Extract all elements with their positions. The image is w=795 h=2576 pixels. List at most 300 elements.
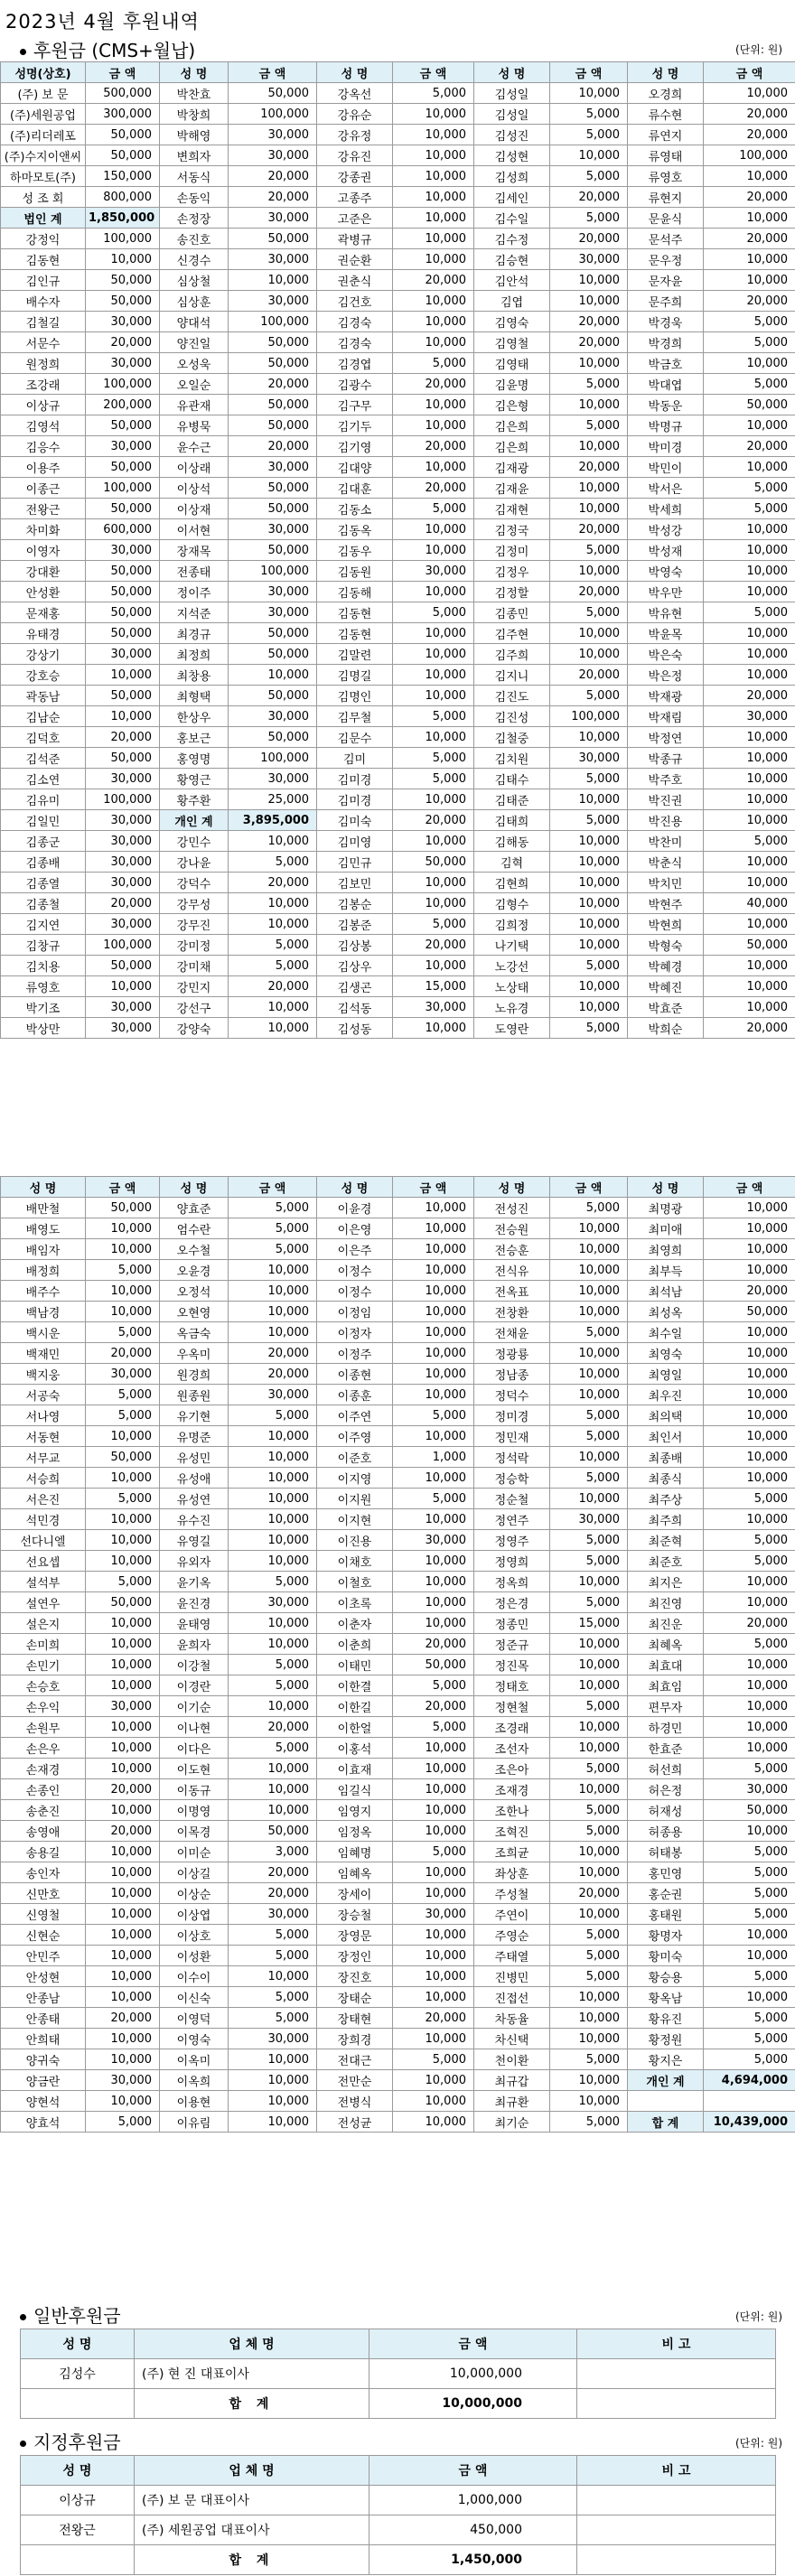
- donor-name-cell: 이은영: [317, 1218, 393, 1239]
- donor-name-cell: 선다니엘: [1, 1530, 86, 1551]
- table-row: [1, 478, 795, 499]
- amount-cell: 5,000: [550, 1530, 628, 1551]
- amount-cell: 10,000: [550, 1634, 628, 1655]
- table-row: [1, 1364, 795, 1385]
- amount-cell: 10,000: [393, 1800, 474, 1821]
- donor-name-cell: 배영도: [1, 1218, 86, 1239]
- donor-name-cell: 안성환: [1, 582, 86, 602]
- amount-cell: 30,000: [229, 125, 317, 145]
- donor-name-cell: 노유경: [474, 997, 550, 1018]
- amount-cell: 50,000: [229, 395, 317, 415]
- amount-cell: 10,000: [86, 1717, 160, 1738]
- donor-name-cell: 허선희: [628, 1759, 704, 1779]
- donor-name-cell: 이옥미: [160, 2049, 229, 2070]
- amount-cell: 600,000: [86, 519, 160, 540]
- donor-name-cell: 한효준: [628, 1738, 704, 1759]
- amount-cell: 50,000: [229, 727, 317, 748]
- table-row: [1, 353, 795, 374]
- donor-name-cell: 김치용: [1, 956, 86, 976]
- donor-name-cell: 박영숙: [628, 561, 704, 582]
- donor-name-cell: 윤기옥: [160, 1572, 229, 1592]
- donor-name-cell: 박경희: [628, 332, 704, 353]
- column-header: 성 명: [21, 2456, 135, 2486]
- amount-cell: 5,000: [550, 1821, 628, 1842]
- amount-cell: 10,000: [86, 1551, 160, 1572]
- donor-name-cell: 강유순: [317, 104, 393, 125]
- donor-name-cell: 손재경: [1, 1759, 86, 1779]
- donor-name-cell: 이정임: [317, 1302, 393, 1322]
- donor-name-cell: 문석주: [628, 229, 704, 249]
- amount-cell: 10,000: [550, 1779, 628, 1800]
- amount-cell: 10,000: [704, 1696, 795, 1717]
- donor-name-cell: 조선자: [474, 1738, 550, 1759]
- table-row: [1, 1302, 795, 1322]
- amount-cell: 10,000: [704, 1343, 795, 1364]
- amount-cell: 5,000: [393, 1675, 474, 1696]
- donor-name-cell: 최의택: [628, 1405, 704, 1426]
- table-header-row: [1, 1177, 795, 1198]
- table-row: [1, 1800, 795, 1821]
- amount-cell: 10,000: [704, 644, 795, 665]
- amount-cell: 10,000: [550, 852, 628, 873]
- donor-name-cell: 이수이: [160, 1966, 229, 1987]
- amount-cell: 20,000: [393, 270, 474, 291]
- amount-cell: 10,000: [550, 1260, 628, 1281]
- donor-name-cell: 김상우: [317, 956, 393, 976]
- note-cell: [577, 2515, 776, 2545]
- donor-name-cell: 장태현: [317, 2008, 393, 2029]
- amount-cell: 10,000: [550, 1343, 628, 1364]
- donor-name-cell: 박혜진: [628, 976, 704, 997]
- donor-name-cell: 설은지: [1, 1613, 86, 1634]
- donor-name-cell: 김문수: [317, 727, 393, 748]
- donor-name-cell: 오현영: [160, 1302, 229, 1322]
- amount-cell: 50,000: [86, 686, 160, 706]
- amount-cell: 50,000: [229, 478, 317, 499]
- amount-cell: 30,000: [86, 914, 160, 935]
- donor-name-cell: 윤태영: [160, 1613, 229, 1634]
- donor-name-cell: 설연우: [1, 1592, 86, 1613]
- amount-cell: 30,000: [86, 997, 160, 1018]
- donor-name-cell: 김인규: [1, 270, 86, 291]
- donor-name-cell: 나기택: [474, 935, 550, 956]
- donor-name-cell: 이유림: [160, 2112, 229, 2133]
- amount-cell: 10,000: [393, 686, 474, 706]
- amount-cell: 5,000: [550, 1405, 628, 1426]
- donor-name-cell: 고준은: [317, 208, 393, 229]
- amount-cell: 5,000: [229, 1675, 317, 1696]
- column-header: 금 액: [369, 2456, 577, 2486]
- donor-name-cell: 손민기: [1, 1655, 86, 1675]
- amount-cell: 10,000: [393, 1946, 474, 1966]
- donor-name-cell: 전대근: [317, 2049, 393, 2070]
- table-row: [1, 727, 795, 748]
- column-header: 성 명: [474, 62, 550, 83]
- donor-name-cell: 장승철: [317, 1904, 393, 1925]
- amount-cell: 10,000: [86, 1842, 160, 1862]
- amount-cell: 10,000: [704, 727, 795, 748]
- amount-cell: 20,000: [86, 727, 160, 748]
- donor-name-cell: 최기순: [474, 2112, 550, 2133]
- donor-name-cell: 장태순: [317, 1987, 393, 2008]
- amount-cell: 10,000: [704, 1509, 795, 1530]
- donor-name-cell: 이한얼: [317, 1717, 393, 1738]
- total-amount: 10,000,000: [369, 2389, 577, 2419]
- amount-cell: 50,000: [86, 1198, 160, 1218]
- amount-cell: 10,000: [550, 1862, 628, 1883]
- amount-cell: 10,000: [550, 1675, 628, 1696]
- donor-name-cell: 이상래: [160, 457, 229, 478]
- amount-cell: 10,000: [86, 2029, 160, 2049]
- amount-cell: 20,000: [550, 229, 628, 249]
- section-title-text: 후원금 (CMS+월납): [33, 40, 196, 61]
- amount-cell: 10,000: [550, 935, 628, 956]
- amount-cell: 10,000: [393, 104, 474, 125]
- table-row: [1, 1946, 795, 1966]
- amount-cell: 5,000: [550, 104, 628, 125]
- amount-cell: 5,000: [704, 1759, 795, 1779]
- amount-cell: 10,000: [393, 1302, 474, 1322]
- donor-name-cell: (주)리더레포: [1, 125, 86, 145]
- donor-name-cell: 김봉준: [317, 914, 393, 935]
- amount-cell: 10,000: [393, 312, 474, 332]
- amount-cell: 10,000: [550, 499, 628, 519]
- donor-name-cell: 김철길: [1, 312, 86, 332]
- donor-name-cell: 김석동: [317, 997, 393, 1018]
- table-row: [1, 229, 795, 249]
- donor-name-cell: 박희순: [628, 1018, 704, 1039]
- table-row: [1, 270, 795, 291]
- table-row: [1, 1551, 795, 1572]
- donor-name-cell: 이정수: [317, 1260, 393, 1281]
- donor-name-cell: 전식유: [474, 1260, 550, 1281]
- donor-name-cell: 황옥남: [628, 1987, 704, 2008]
- table-row: [1, 2070, 795, 2091]
- amount-cell: 10,000: [704, 810, 795, 831]
- amount-cell: 10,000: [86, 1509, 160, 1530]
- amount-cell: 20,000: [704, 125, 795, 145]
- amount-cell: 50,000: [86, 270, 160, 291]
- amount-cell: 10,000: [393, 1759, 474, 1779]
- table-row: [1, 935, 795, 956]
- donor-name-cell: 정종민: [474, 1613, 550, 1634]
- donor-name-cell: 김동현: [1, 249, 86, 270]
- amount-cell: 10,000: [704, 1572, 795, 1592]
- amount-cell: 50,000: [229, 623, 317, 644]
- donor-name-cell: 권순환: [317, 249, 393, 270]
- amount-cell: 30,000: [86, 1364, 160, 1385]
- column-header: 금 액: [86, 1177, 160, 1198]
- donor-name-cell: 문우정: [628, 249, 704, 270]
- donor-name-cell: 김태희: [474, 810, 550, 831]
- amount-cell: 10,000: [393, 145, 474, 166]
- designated-donations-table: [20, 2455, 776, 2575]
- donor-name-cell: 이명영: [160, 1800, 229, 1821]
- donor-name-cell: 강민수: [160, 831, 229, 852]
- amount-cell: 10,000: [86, 1239, 160, 1260]
- donor-name-cell: 손우익: [1, 1696, 86, 1717]
- amount-cell: 20,000: [86, 1821, 160, 1842]
- amount-cell: 5,000: [229, 1655, 317, 1675]
- donor-name-cell: 이춘자: [317, 1613, 393, 1634]
- table-row: [1, 166, 795, 187]
- table-row: [1, 1655, 795, 1675]
- amount-cell: 50,000: [86, 623, 160, 644]
- amount-cell: 20,000: [229, 1717, 317, 1738]
- donor-name-cell: 김유미: [1, 789, 86, 810]
- donor-name-cell: 박창희: [160, 104, 229, 125]
- amount-cell: 30,000: [86, 1018, 160, 1039]
- amount-cell: 5,000: [550, 1925, 628, 1946]
- amount-cell: 10,000: [550, 644, 628, 665]
- amount-cell: 10,000: [393, 187, 474, 208]
- amount-cell: 15,000: [393, 976, 474, 997]
- donor-name-cell: 김덕호: [1, 727, 86, 748]
- donor-name-cell: 박유현: [628, 602, 704, 623]
- table-row: [1, 2112, 795, 2133]
- donor-name-cell: 안종남: [1, 1987, 86, 2008]
- amount-cell: 30,000: [86, 540, 160, 561]
- amount-cell: 20,000: [393, 1634, 474, 1655]
- amount-cell: 10,000: [393, 1966, 474, 1987]
- donor-name-cell: 김태준: [474, 789, 550, 810]
- donor-name-cell: 최성옥: [628, 1302, 704, 1322]
- amount-cell: 5,000: [229, 1946, 317, 1966]
- donor-name-cell: 정민재: [474, 1426, 550, 1447]
- amount-cell: 10,000: [393, 789, 474, 810]
- page-title: 2023년 4월 후원내역: [5, 11, 200, 33]
- amount-cell: 10,000: [704, 561, 795, 582]
- amount-cell: 30,000: [704, 706, 795, 727]
- table-row: [1, 1572, 795, 1592]
- donor-name-cell: 정미경: [474, 1405, 550, 1426]
- donor-name-cell: 곽병규: [317, 229, 393, 249]
- amount-cell: 10,000: [704, 1717, 795, 1738]
- amount-cell: 10,000: [229, 914, 317, 935]
- amount-cell: 10,000: [550, 1239, 628, 1260]
- table-row: [1, 748, 795, 769]
- donor-name-cell: 이윤경: [317, 1198, 393, 1218]
- amount-cell: 10,000: [550, 789, 628, 810]
- donor-name-cell: 김구무: [317, 395, 393, 415]
- amount-cell: 30,000: [704, 1779, 795, 1800]
- donor-name-cell: 이종현: [317, 1364, 393, 1385]
- amount-cell: 10,000: [550, 2008, 628, 2029]
- donor-name-cell: 손원무: [1, 1717, 86, 1738]
- donor-name-cell: 배수자: [1, 291, 86, 312]
- donor-name-cell: 전승원: [474, 1218, 550, 1239]
- amount-cell: 5,000: [550, 166, 628, 187]
- amount-cell: 20,000: [229, 1343, 317, 1364]
- amount-cell: 50,000: [704, 1302, 795, 1322]
- donor-name-cell: 합 계: [628, 2112, 704, 2133]
- donor-name-cell: 전옥표: [474, 1281, 550, 1302]
- amount-cell: 10,000: [393, 1883, 474, 1904]
- donor-name-cell: 김은형: [474, 395, 550, 415]
- donor-name-cell: 박성강: [628, 519, 704, 540]
- amount-cell: 20,000: [704, 1281, 795, 1302]
- donor-name-cell: 백시운: [1, 1322, 86, 1343]
- donor-name-cell: 정남종: [474, 1364, 550, 1385]
- note-cell: [577, 2486, 776, 2515]
- donor-name-cell: 이상재: [160, 499, 229, 519]
- amount-cell: 10,000: [704, 852, 795, 873]
- donor-name-cell: 유외자: [160, 1551, 229, 1572]
- amount-cell: 4,694,000: [704, 2070, 795, 2091]
- table-row: [1, 395, 795, 415]
- donor-name-cell: 정옥희: [474, 1572, 550, 1592]
- amount-cell: 10,000: [704, 1592, 795, 1613]
- amount-cell: 10,000: [550, 1447, 628, 1468]
- amount-cell: 10,000: [393, 831, 474, 852]
- donor-name-cell: 석민경: [1, 1509, 86, 1530]
- amount-cell: 5,000: [550, 1018, 628, 1039]
- donor-name-cell: 심상철: [160, 270, 229, 291]
- donor-name-cell: 김영철: [474, 332, 550, 353]
- donor-name-cell: 우옥미: [160, 1343, 229, 1364]
- donor-name-cell: 문자윤: [628, 270, 704, 291]
- donor-name-cell: 이도현: [160, 1759, 229, 1779]
- amount-cell: 50,000: [393, 1655, 474, 1675]
- amount-cell: 10,000: [393, 1509, 474, 1530]
- donor-name-cell: 김현희: [474, 873, 550, 893]
- amount-cell: 10,000: [86, 2049, 160, 2070]
- donor-name-cell: 서무교: [1, 1447, 86, 1468]
- donor-name-cell: 손동익: [160, 187, 229, 208]
- donor-name-cell: 심상훈: [160, 291, 229, 312]
- donor-name-cell: 황정원: [628, 2029, 704, 2049]
- amount-cell: 10,000: [86, 1987, 160, 2008]
- amount-cell: 30,000: [393, 1530, 474, 1551]
- amount-cell: 10,000: [393, 1468, 474, 1489]
- donor-name-cell: 유기현: [160, 1405, 229, 1426]
- donor-name-cell: 이경란: [160, 1675, 229, 1696]
- section-title-general: [20, 2301, 121, 2328]
- donor-name-cell: 김건호: [317, 291, 393, 312]
- amount-cell: 20,000: [550, 312, 628, 332]
- column-header: 성 명: [160, 62, 229, 83]
- donor-name-cell: 전성균: [317, 2112, 393, 2133]
- amount-cell: 10,000: [229, 1489, 317, 1509]
- donor-name-cell: 신경수: [160, 249, 229, 270]
- amount-cell: 10,000: [550, 997, 628, 1018]
- amount-cell: 10,000: [704, 1322, 795, 1343]
- amount-cell: 20,000: [393, 810, 474, 831]
- donor-name-cell: 최수일: [628, 1322, 704, 1343]
- donor-name-cell: 최명광: [628, 1198, 704, 1218]
- amount-cell: 10,000: [393, 229, 474, 249]
- empty-cell: [577, 2545, 776, 2575]
- table-row: [1, 1821, 795, 1842]
- donor-name-cell: 장정인: [317, 1946, 393, 1966]
- amount-cell: 10,000: [229, 1779, 317, 1800]
- donor-name-cell: 김성일: [474, 83, 550, 104]
- donor-name-cell: 조혁진: [474, 1821, 550, 1842]
- donor-name-cell: 이상규: [1, 395, 86, 415]
- amount-cell: 5,000: [393, 769, 474, 789]
- column-header: 성 명: [474, 1177, 550, 1198]
- donor-name-cell: 김지니: [474, 665, 550, 686]
- amount-cell: 10,000: [704, 1821, 795, 1842]
- amount-cell: 10,000: [86, 2091, 160, 2112]
- amount-cell: 10,000,000: [369, 2359, 577, 2389]
- amount-cell: 10,000: [704, 1655, 795, 1675]
- amount-cell: 10,000: [704, 1738, 795, 1759]
- donor-name-cell: 김성일: [474, 104, 550, 125]
- donor-name-cell: 양진일: [160, 332, 229, 353]
- amount-cell: 5,000: [704, 1966, 795, 1987]
- donor-name-cell: 김수정: [474, 229, 550, 249]
- table-row: [1, 1842, 795, 1862]
- amount-cell: 30,000: [86, 831, 160, 852]
- amount-cell: 100,000: [229, 312, 317, 332]
- table-row: [1, 1696, 795, 1717]
- amount-cell: 10,000: [550, 1987, 628, 2008]
- amount-cell: 50,000: [86, 602, 160, 623]
- donor-name-cell: 김재현: [474, 499, 550, 519]
- amount-cell: 10,000: [704, 1198, 795, 1218]
- amount-cell: 10,000: [393, 2112, 474, 2133]
- amount-cell: 20,000: [393, 478, 474, 499]
- amount-cell: 10,000: [86, 1655, 160, 1675]
- amount-cell: 100,000: [229, 561, 317, 582]
- donor-name-cell: 김미경: [317, 769, 393, 789]
- bullet-icon: [20, 49, 26, 55]
- donor-name-cell: 주영순: [474, 1925, 550, 1946]
- donor-name-cell: 배임자: [1, 1239, 86, 1260]
- donor-name-cell: 이주연: [317, 1405, 393, 1426]
- donor-name-cell: 서문수: [1, 332, 86, 353]
- amount-cell: 5,000: [550, 1468, 628, 1489]
- donor-name-cell: 이지현: [317, 1509, 393, 1530]
- table-row: [1, 249, 795, 270]
- donor-name-cell: 배만철: [1, 1198, 86, 1218]
- donor-name-cell: 문윤식: [628, 208, 704, 229]
- amount-cell: 30,000: [86, 1696, 160, 1717]
- table-row: [1, 2091, 795, 2112]
- note-cell: [577, 2359, 776, 2389]
- amount-cell: 10,000: [86, 976, 160, 997]
- donor-name-cell: 김성수: [21, 2359, 135, 2389]
- donor-name-cell: 김혁: [474, 852, 550, 873]
- donor-name-cell: 김수일: [474, 208, 550, 229]
- donor-name-cell: 이상순: [160, 1883, 229, 1904]
- amount-cell: 100,000: [704, 145, 795, 166]
- donor-name-cell: 김동옥: [317, 519, 393, 540]
- amount-cell: 10,000: [393, 1738, 474, 1759]
- donor-name-cell: 안민주: [1, 1946, 86, 1966]
- amount-cell: 5,000: [229, 1239, 317, 1260]
- amount-cell: 10,000: [393, 1551, 474, 1572]
- donor-name-cell: 최창용: [160, 665, 229, 686]
- amount-cell: 100,000: [86, 935, 160, 956]
- donor-name-cell: 김응수: [1, 436, 86, 457]
- donor-name-cell: 이한결: [317, 1675, 393, 1696]
- table-row: [1, 789, 795, 810]
- amount-cell: 10,000: [86, 1966, 160, 1987]
- donor-name-cell: 백지웅: [1, 1364, 86, 1385]
- amount-cell: 10,000: [393, 1987, 474, 2008]
- donor-name-cell: 박성재: [628, 540, 704, 561]
- amount-cell: 10,000: [550, 145, 628, 166]
- amount-cell: 5,000: [229, 935, 317, 956]
- donor-name-cell: 유성연: [160, 1489, 229, 1509]
- section-title-designated: [20, 2428, 121, 2454]
- donor-name-cell: 김성진: [474, 125, 550, 145]
- amount-cell: 5,000: [229, 956, 317, 976]
- amount-cell: 10,000: [86, 1862, 160, 1883]
- amount-cell: 10,000: [393, 1260, 474, 1281]
